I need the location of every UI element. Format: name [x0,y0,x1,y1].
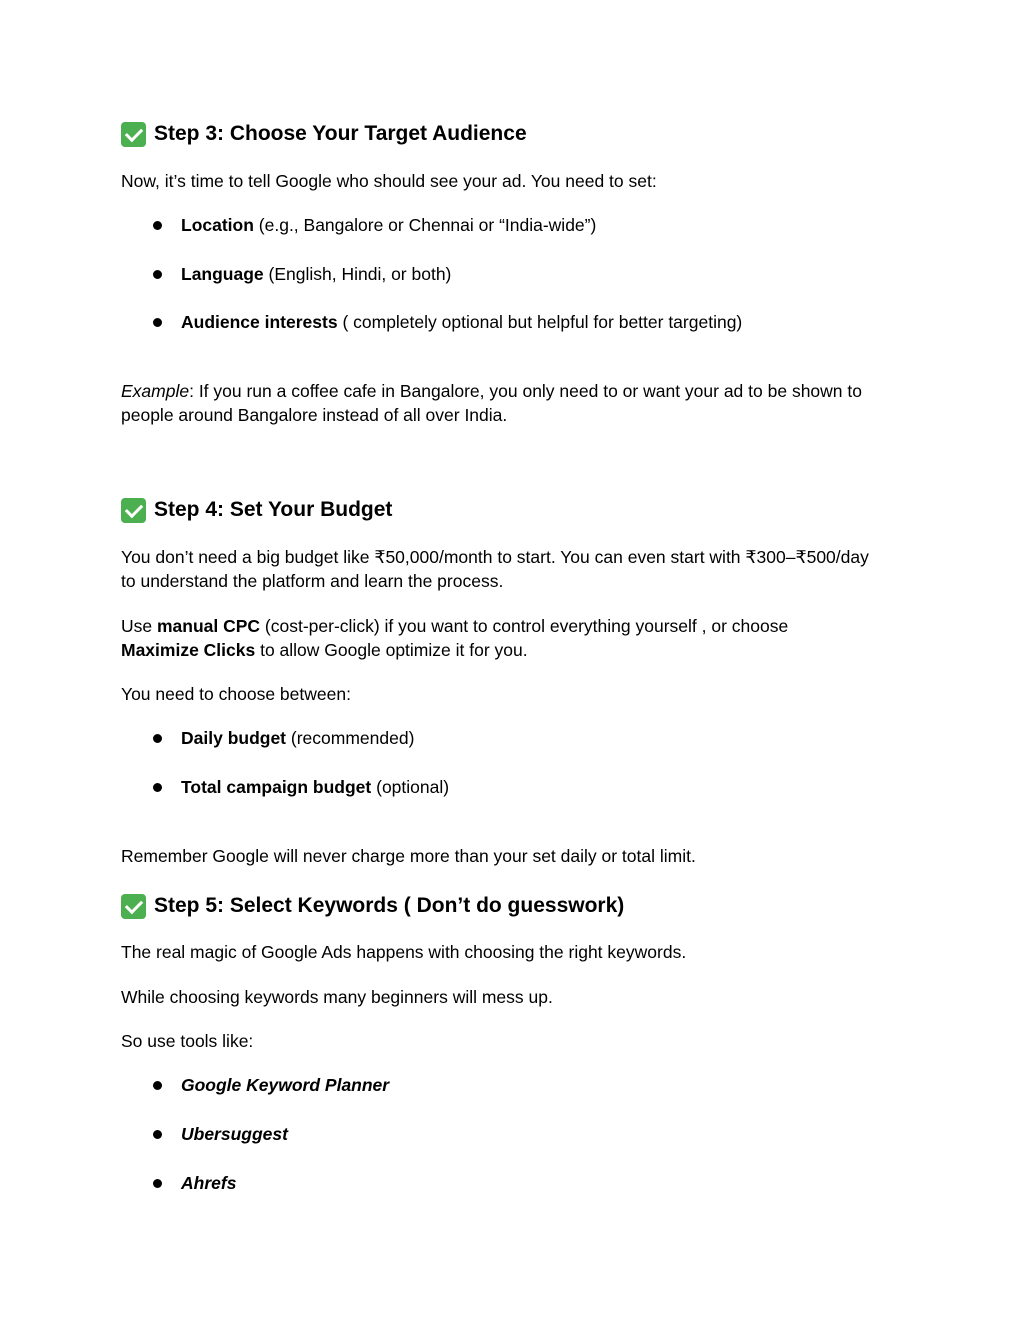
list-item-term: Audience interests [181,312,338,332]
list-item-term: Location [181,215,254,235]
bidding-text: (cost-per-click) if you want to control everything yourself , or choose [260,616,789,636]
example-text-line-2: people around Bangalore instead of all over India. [121,405,508,425]
step-4-heading-text: Step 4: Set Your Budget [154,498,393,521]
remember-text: Remember Google will never charge more than your set daily or total limit. [121,846,696,866]
list-item-detail: (English, Hindi, or both) [263,264,452,284]
bullet-icon [153,1081,162,1090]
example-text-line-1: : If you run a coffee cafe in Bangalore, you only need to or want your ad to be shown to [189,381,862,401]
manual-cpc-term: manual CPC [156,616,261,636]
bullet-icon [153,734,162,743]
bullet-icon [153,221,162,230]
bullet-icon [153,270,162,279]
step-3-heading-text: Step 3: Choose Your Target Audience [154,122,527,145]
step-3-intro: Now, it’s time to tell Google who should see your ad. You need to set: [121,171,657,191]
bullet-icon [153,318,162,327]
tool-name: Google Keyword Planner [181,1075,390,1095]
step-4-heading [121,497,392,523]
budget-text-line-2: to understand the platform and learn the process. [121,571,504,591]
bidding-paragraph [121,614,788,662]
check-mark-icon [121,498,146,523]
example-label: Example [121,381,190,401]
tools-intro: So use tools like: [121,1031,254,1051]
bullet-icon [153,783,162,792]
budget-paragraph [121,545,869,593]
list-item-detail: (recommended) [286,728,415,748]
bidding-text: Use [121,616,157,636]
maximize-clicks-term: Maximize Clicks [121,640,256,660]
check-mark-icon [121,122,146,147]
budget-text-line-1: You don’t need a big budget like ₹50,000/month to start. You can even start with ₹300–₹500/day [121,547,869,567]
step-3-heading [121,121,527,147]
step-5-heading [121,893,624,919]
tool-name: Ahrefs [181,1173,237,1193]
step-5-heading-text: Step 5: Select Keywords ( Don’t do guesswork) [154,894,625,917]
list-item-term: Language [181,264,264,284]
check-mark-icon [121,894,146,919]
bullet-icon [153,1130,162,1139]
tool-name: Ubersuggest [181,1124,288,1144]
keywords-intro: The real magic of Google Ads happens with choosing the right keywords. [121,942,687,962]
choose-text: You need to choose between: [121,684,351,704]
list-item-term: Daily budget [181,728,287,748]
bullet-icon [153,1179,162,1188]
bidding-text: to allow Google optimize it for you. [255,640,528,660]
keywords-warning: While choosing keywords many beginners will mess up. [121,987,553,1007]
list-item-detail: ( completely optional but helpful for better targeting) [337,312,743,332]
list-item-detail: (e.g., Bangalore or Chennai or “India-wide”) [253,215,597,235]
example-paragraph [121,379,862,427]
list-item-detail: (optional) [371,777,450,797]
list-item-term: Total campaign budget [181,777,372,797]
